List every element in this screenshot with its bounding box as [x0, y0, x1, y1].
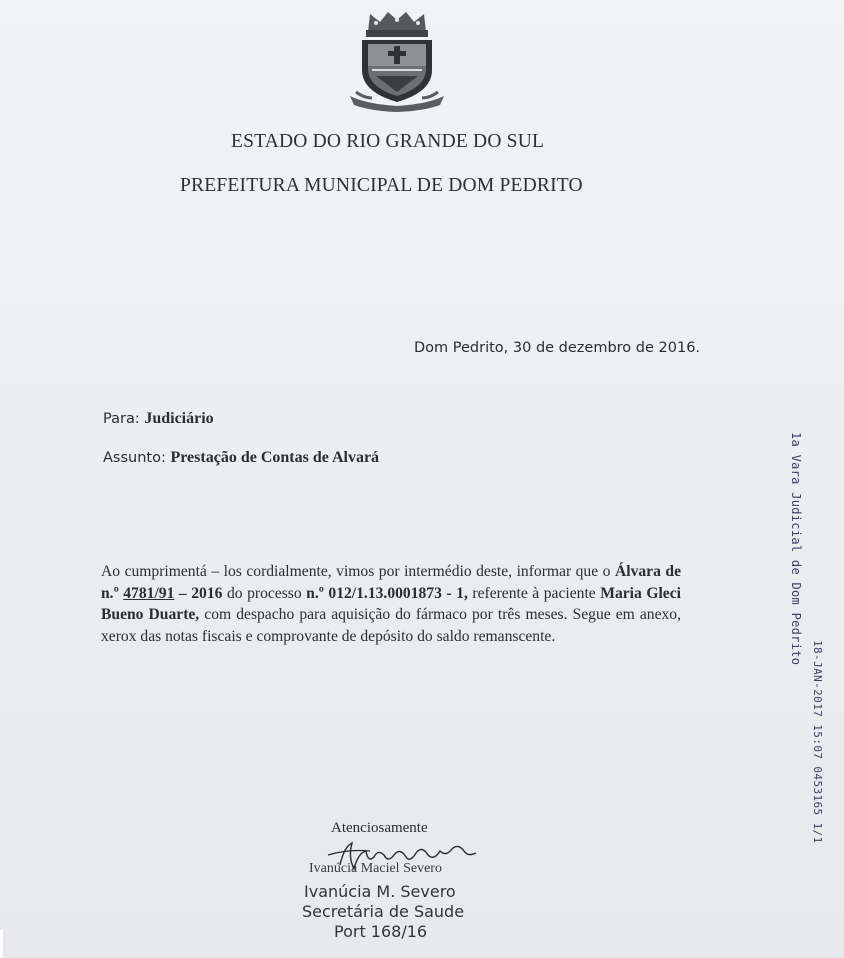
- signature-scribble: [318, 835, 483, 875]
- alvara-label: Álvara de n.º: [101, 563, 681, 602]
- typed-signer-name: Ivanúcia Maciel Severo: [309, 861, 442, 876]
- recipient-value: Judiciário: [144, 410, 214, 427]
- subject-label: Assunto:: [103, 450, 166, 466]
- patient-name: Maria Gleci Bueno Duarte,: [101, 584, 681, 624]
- date-line: Dom Pedrito, 30 de dezembro de 2016.: [414, 340, 701, 356]
- stamp-port-number: Port 168/16: [334, 922, 428, 941]
- body-closing-text: com despacho para aquisição do fármaco por três meses. Segue em anexo, xerox das notas fiscais e comprovante de depósito do saldo remanscente.: [101, 606, 681, 645]
- stamp-signer-name: Ivanúcia M. Severo: [304, 882, 456, 901]
- process-number: n.º 012/1.13.0001873 - 1,: [306, 584, 468, 602]
- recipient-line: [103, 410, 214, 428]
- scan-edge: [0, 930, 3, 958]
- alvara-number: 4781/91: [123, 584, 175, 602]
- body-process-text: do processo: [226, 584, 302, 602]
- body-intro: Ao cumprimentá – los cordialmente, vimos por intermédio deste, informar que o: [101, 563, 611, 580]
- header-state: ESTADO DO RIO GRANDE DO SUL: [231, 131, 545, 152]
- header-municipality: PREFEITURA MUNICIPAL DE DOM PEDRITO: [180, 175, 583, 196]
- body-paragraph: [101, 561, 681, 647]
- protocol-stamp: 18-JAN-2017 15:07 0453165 1/1: [811, 640, 824, 844]
- subject-line: [103, 449, 379, 467]
- alvara-year: – 2016: [178, 584, 223, 602]
- municipal-crest-icon: [346, 8, 448, 112]
- recipient-label: Para:: [103, 411, 140, 427]
- stamp-signer-role: Secretária de Saude: [302, 902, 465, 921]
- subject-value: Prestação de Contas de Alvará: [170, 449, 380, 466]
- court-stamp: 1a Vara Judicial de Dom Pedrito: [789, 432, 803, 666]
- body-reference-text: referente à paciente: [472, 584, 596, 602]
- closing-salutation: Atenciosamente: [331, 820, 428, 836]
